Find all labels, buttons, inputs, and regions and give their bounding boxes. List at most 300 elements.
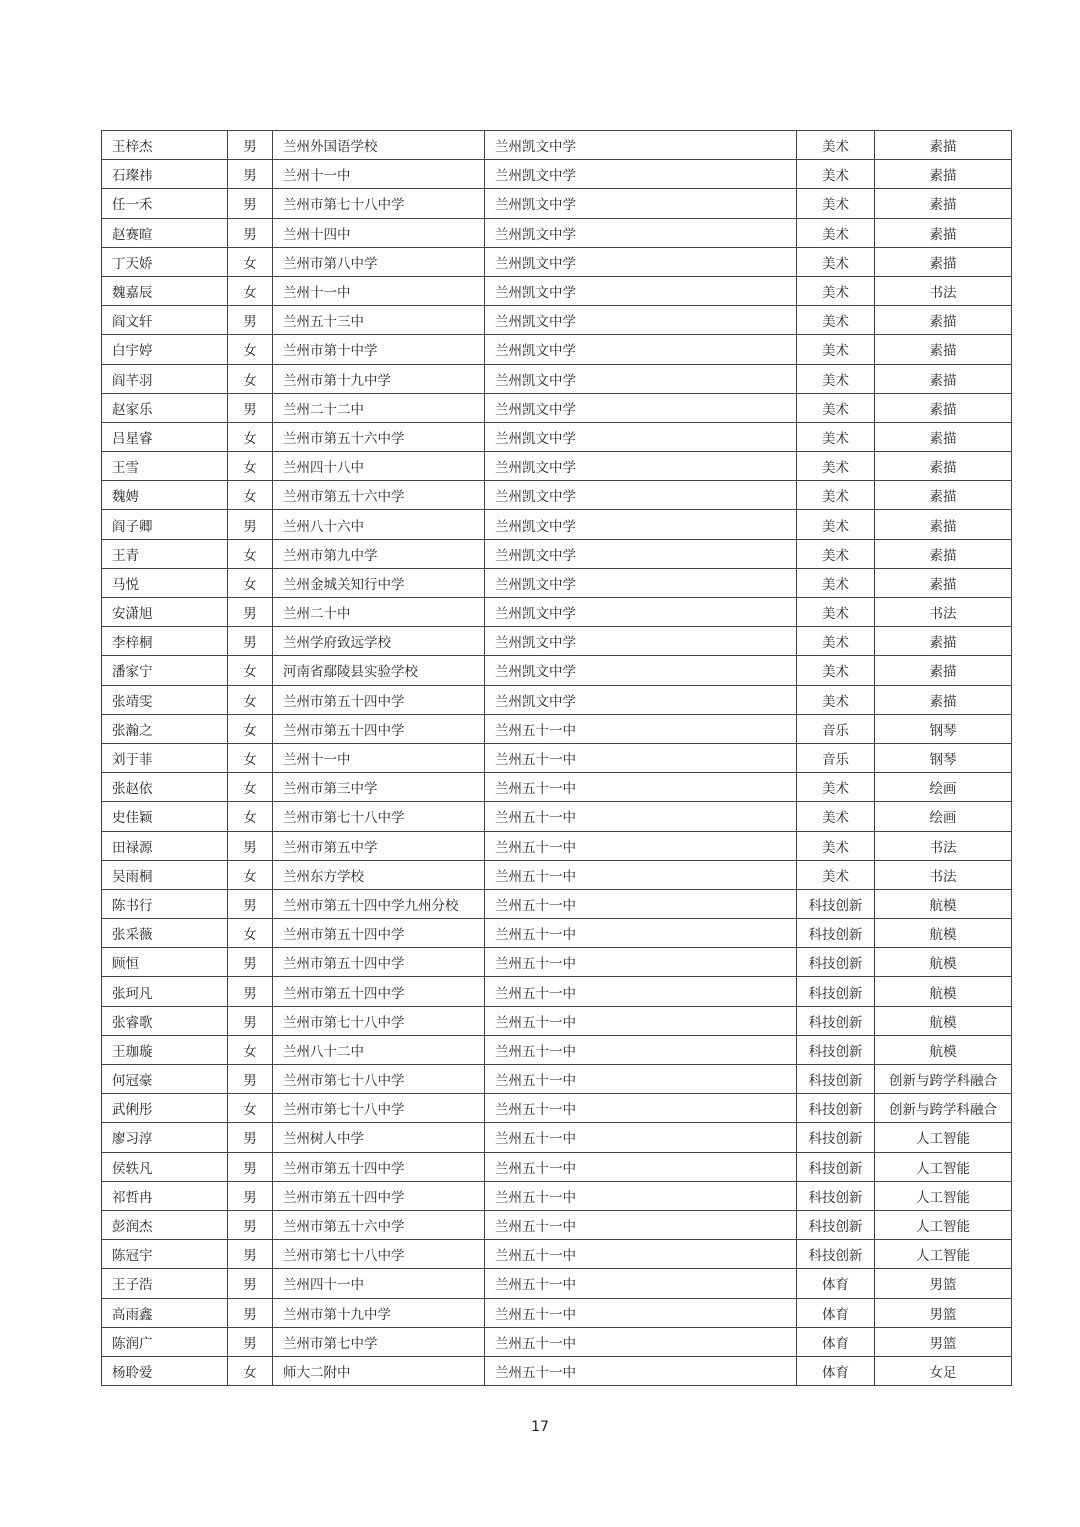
category-cell: 体育: [797, 1356, 875, 1385]
table-row: [102, 1065, 1012, 1094]
origin-school-cell: 兰州金城关知行中学: [273, 568, 485, 597]
student-name-cell: 石璨祎: [102, 160, 228, 189]
gender-cell: 男: [228, 831, 273, 860]
admitting-school-cell: 兰州五十一中: [485, 1181, 797, 1210]
origin-school-cell: 师大二附中: [273, 1356, 485, 1385]
origin-school-cell: 兰州市第七十八中学: [273, 1240, 485, 1269]
specialty-cell: 绘画: [875, 802, 1012, 831]
roster-body: [102, 131, 1012, 1386]
category-cell: 美术: [797, 510, 875, 539]
category-cell: 科技创新: [797, 977, 875, 1006]
student-name-cell: 赵赛暄: [102, 218, 228, 247]
specialty-cell: 素描: [875, 568, 1012, 597]
specialty-cell: 素描: [875, 452, 1012, 481]
table-row: [102, 364, 1012, 393]
gender-cell: 男: [228, 510, 273, 539]
origin-school-cell: 兰州八十六中: [273, 510, 485, 539]
admitting-school-cell: 兰州五十一中: [485, 1298, 797, 1327]
origin-school-cell: 兰州四十一中: [273, 1269, 485, 1298]
admitting-school-cell: 兰州凯文中学: [485, 656, 797, 685]
origin-school-cell: 兰州市第十中学: [273, 335, 485, 364]
category-cell: 科技创新: [797, 1210, 875, 1239]
gender-cell: 男: [228, 1006, 273, 1035]
table-row: [102, 481, 1012, 510]
origin-school-cell: 兰州市第九中学: [273, 539, 485, 568]
table-row: [102, 1298, 1012, 1327]
category-cell: 科技创新: [797, 1152, 875, 1181]
gender-cell: 男: [228, 1065, 273, 1094]
origin-school-cell: 兰州市第八中学: [273, 247, 485, 276]
admitting-school-cell: 兰州五十一中: [485, 889, 797, 918]
category-cell: 科技创新: [797, 1006, 875, 1035]
student-name-cell: 陈书行: [102, 889, 228, 918]
specialty-cell: 素描: [875, 247, 1012, 276]
origin-school-cell: 兰州市第七十八中学: [273, 1065, 485, 1094]
table-row: [102, 131, 1012, 160]
table-row: [102, 306, 1012, 335]
specialty-cell: 书法: [875, 831, 1012, 860]
specialty-cell: 素描: [875, 656, 1012, 685]
category-cell: 音乐: [797, 743, 875, 772]
category-cell: 美术: [797, 452, 875, 481]
table-row: [102, 276, 1012, 305]
gender-cell: 女: [228, 335, 273, 364]
category-cell: 美术: [797, 568, 875, 597]
origin-school-cell: 兰州四十八中: [273, 452, 485, 481]
category-cell: 美术: [797, 247, 875, 276]
specialty-cell: 素描: [875, 335, 1012, 364]
admitting-school-cell: 兰州五十一中: [485, 714, 797, 743]
category-cell: 美术: [797, 802, 875, 831]
admitting-school-cell: 兰州五十一中: [485, 1035, 797, 1064]
category-cell: 美术: [797, 335, 875, 364]
origin-school-cell: 兰州市第三中学: [273, 773, 485, 802]
admitting-school-cell: 兰州五十一中: [485, 919, 797, 948]
specialty-cell: 航模: [875, 948, 1012, 977]
admitting-school-cell: 兰州凯文中学: [485, 510, 797, 539]
gender-cell: 男: [228, 1181, 273, 1210]
specialty-cell: 钢琴: [875, 714, 1012, 743]
specialty-cell: 素描: [875, 510, 1012, 539]
specialty-cell: 书法: [875, 598, 1012, 627]
table-row: [102, 1181, 1012, 1210]
category-cell: 美术: [797, 189, 875, 218]
admitting-school-cell: 兰州五十一中: [485, 1356, 797, 1385]
admitting-school-cell: 兰州五十一中: [485, 1006, 797, 1035]
admitting-school-cell: 兰州凯文中学: [485, 539, 797, 568]
student-name-cell: 王珈璇: [102, 1035, 228, 1064]
student-name-cell: 廖习淳: [102, 1123, 228, 1152]
category-cell: 美术: [797, 131, 875, 160]
admitting-school-cell: 兰州凯文中学: [485, 276, 797, 305]
table-row: [102, 1035, 1012, 1064]
table-row: [102, 539, 1012, 568]
admitting-school-cell: 兰州凯文中学: [485, 306, 797, 335]
table-row: [102, 773, 1012, 802]
specialty-cell: 人工智能: [875, 1240, 1012, 1269]
specialty-cell: 绘画: [875, 773, 1012, 802]
table-row: [102, 889, 1012, 918]
specialty-cell: 素描: [875, 306, 1012, 335]
category-cell: 科技创新: [797, 919, 875, 948]
student-name-cell: 刘于菲: [102, 743, 228, 772]
specialty-cell: 人工智能: [875, 1210, 1012, 1239]
student-name-cell: 高雨鑫: [102, 1298, 228, 1327]
table-row: [102, 1152, 1012, 1181]
admitting-school-cell: 兰州凯文中学: [485, 131, 797, 160]
gender-cell: 男: [228, 306, 273, 335]
admitting-school-cell: 兰州凯文中学: [485, 422, 797, 451]
category-cell: 科技创新: [797, 1065, 875, 1094]
student-name-cell: 王雪: [102, 452, 228, 481]
student-name-cell: 王梓杰: [102, 131, 228, 160]
gender-cell: 女: [228, 568, 273, 597]
student-name-cell: 侯轶凡: [102, 1152, 228, 1181]
origin-school-cell: 兰州市第五十四中学: [273, 1181, 485, 1210]
gender-cell: 女: [228, 714, 273, 743]
admitting-school-cell: 兰州五十一中: [485, 773, 797, 802]
gender-cell: 女: [228, 452, 273, 481]
table-row: [102, 598, 1012, 627]
gender-cell: 女: [228, 743, 273, 772]
category-cell: 美术: [797, 685, 875, 714]
category-cell: 美术: [797, 773, 875, 802]
gender-cell: 男: [228, 218, 273, 247]
student-name-cell: 史佳颖: [102, 802, 228, 831]
origin-school-cell: 兰州外国语学校: [273, 131, 485, 160]
category-cell: 科技创新: [797, 1181, 875, 1210]
gender-cell: 女: [228, 481, 273, 510]
student-name-cell: 李梓桐: [102, 627, 228, 656]
table-row: [102, 656, 1012, 685]
origin-school-cell: 兰州二十二中: [273, 393, 485, 422]
gender-cell: 男: [228, 160, 273, 189]
student-name-cell: 白宇婷: [102, 335, 228, 364]
specialty-cell: 书法: [875, 860, 1012, 889]
student-name-cell: 祁哲冉: [102, 1181, 228, 1210]
specialty-cell: 素描: [875, 627, 1012, 656]
gender-cell: 女: [228, 1035, 273, 1064]
origin-school-cell: 兰州市第五十四中学: [273, 977, 485, 1006]
specialty-cell: 素描: [875, 685, 1012, 714]
admitting-school-cell: 兰州五十一中: [485, 802, 797, 831]
student-name-cell: 赵家乐: [102, 393, 228, 422]
origin-school-cell: 兰州东方学校: [273, 860, 485, 889]
table-row: [102, 714, 1012, 743]
admitting-school-cell: 兰州五十一中: [485, 1123, 797, 1152]
category-cell: 体育: [797, 1298, 875, 1327]
table-row: [102, 1240, 1012, 1269]
origin-school-cell: 兰州市第七十八中学: [273, 189, 485, 218]
student-name-cell: 丁天娇: [102, 247, 228, 276]
category-cell: 科技创新: [797, 1240, 875, 1269]
table-row: [102, 422, 1012, 451]
admitting-school-cell: 兰州五十一中: [485, 977, 797, 1006]
student-name-cell: 杨聆爱: [102, 1356, 228, 1385]
admitting-school-cell: 兰州五十一中: [485, 860, 797, 889]
admitting-school-cell: 兰州凯文中学: [485, 627, 797, 656]
category-cell: 美术: [797, 160, 875, 189]
specialty-cell: 素描: [875, 189, 1012, 218]
table-row: [102, 860, 1012, 889]
specialty-cell: 航模: [875, 1006, 1012, 1035]
category-cell: 音乐: [797, 714, 875, 743]
origin-school-cell: 兰州市第五十四中学: [273, 1152, 485, 1181]
origin-school-cell: 兰州市第七十八中学: [273, 802, 485, 831]
category-cell: 美术: [797, 364, 875, 393]
specialty-cell: 航模: [875, 977, 1012, 1006]
origin-school-cell: 兰州十一中: [273, 743, 485, 772]
gender-cell: 女: [228, 860, 273, 889]
origin-school-cell: 兰州市第五十四中学: [273, 685, 485, 714]
category-cell: 美术: [797, 598, 875, 627]
student-name-cell: 陈冠宇: [102, 1240, 228, 1269]
admitting-school-cell: 兰州五十一中: [485, 1327, 797, 1356]
category-cell: 美术: [797, 539, 875, 568]
gender-cell: 男: [228, 948, 273, 977]
specialty-cell: 创新与跨学科融合: [875, 1094, 1012, 1123]
specialty-cell: 人工智能: [875, 1152, 1012, 1181]
student-name-cell: 任一禾: [102, 189, 228, 218]
gender-cell: 女: [228, 422, 273, 451]
student-name-cell: 顾恒: [102, 948, 228, 977]
student-name-cell: 阎文轩: [102, 306, 228, 335]
student-name-cell: 马悦: [102, 568, 228, 597]
category-cell: 科技创新: [797, 889, 875, 918]
specialty-cell: 航模: [875, 1035, 1012, 1064]
specialty-cell: 创新与跨学科融合: [875, 1065, 1012, 1094]
student-name-cell: 张靖雯: [102, 685, 228, 714]
specialty-cell: 男篮: [875, 1269, 1012, 1298]
gender-cell: 女: [228, 276, 273, 305]
admitting-school-cell: 兰州凯文中学: [485, 481, 797, 510]
gender-cell: 男: [228, 598, 273, 627]
table-row: [102, 1356, 1012, 1385]
origin-school-cell: 兰州市第七十八中学: [273, 1094, 485, 1123]
student-name-cell: 彭润杰: [102, 1210, 228, 1239]
origin-school-cell: 兰州市第五十四中学九州分校: [273, 889, 485, 918]
category-cell: 科技创新: [797, 1035, 875, 1064]
origin-school-cell: 兰州五十三中: [273, 306, 485, 335]
table-row: [102, 743, 1012, 772]
specialty-cell: 素描: [875, 131, 1012, 160]
table-row: [102, 1269, 1012, 1298]
category-cell: 美术: [797, 393, 875, 422]
category-cell: 美术: [797, 306, 875, 335]
specialty-cell: 人工智能: [875, 1181, 1012, 1210]
student-name-cell: 阎芊羽: [102, 364, 228, 393]
origin-school-cell: 河南省鄢陵县实验学校: [273, 656, 485, 685]
admitting-school-cell: 兰州凯文中学: [485, 335, 797, 364]
admitting-school-cell: 兰州五十一中: [485, 948, 797, 977]
specialty-cell: 书法: [875, 276, 1012, 305]
table-row: [102, 218, 1012, 247]
student-name-cell: 安潇旭: [102, 598, 228, 627]
table-row: [102, 160, 1012, 189]
table-row: [102, 452, 1012, 481]
specialty-cell: 素描: [875, 393, 1012, 422]
admitting-school-cell: 兰州凯文中学: [485, 393, 797, 422]
origin-school-cell: 兰州十一中: [273, 276, 485, 305]
category-cell: 美术: [797, 422, 875, 451]
table-row: [102, 189, 1012, 218]
student-name-cell: 张赵依: [102, 773, 228, 802]
student-name-cell: 张珂凡: [102, 977, 228, 1006]
admitting-school-cell: 兰州凯文中学: [485, 247, 797, 276]
admitting-school-cell: 兰州凯文中学: [485, 452, 797, 481]
category-cell: 体育: [797, 1327, 875, 1356]
specialty-cell: 素描: [875, 218, 1012, 247]
specialty-cell: 人工智能: [875, 1123, 1012, 1152]
table-row: [102, 831, 1012, 860]
specialty-cell: 航模: [875, 889, 1012, 918]
table-row: [102, 919, 1012, 948]
gender-cell: 男: [228, 1152, 273, 1181]
admitting-school-cell: 兰州凯文中学: [485, 160, 797, 189]
origin-school-cell: 兰州树人中学: [273, 1123, 485, 1152]
origin-school-cell: 兰州学府致远学校: [273, 627, 485, 656]
gender-cell: 男: [228, 1298, 273, 1327]
gender-cell: 女: [228, 773, 273, 802]
table-row: [102, 247, 1012, 276]
student-name-cell: 张瀚之: [102, 714, 228, 743]
table-row: [102, 1094, 1012, 1123]
specialty-cell: 女足: [875, 1356, 1012, 1385]
student-name-cell: 张睿歌: [102, 1006, 228, 1035]
gender-cell: 女: [228, 685, 273, 714]
student-name-cell: 魏娉: [102, 481, 228, 510]
gender-cell: 男: [228, 393, 273, 422]
admitting-school-cell: 兰州五十一中: [485, 743, 797, 772]
table-row: [102, 948, 1012, 977]
origin-school-cell: 兰州市第五中学: [273, 831, 485, 860]
category-cell: 科技创新: [797, 1094, 875, 1123]
admitting-school-cell: 兰州五十一中: [485, 1210, 797, 1239]
table-row: [102, 568, 1012, 597]
admitting-school-cell: 兰州五十一中: [485, 831, 797, 860]
student-name-cell: 王青: [102, 539, 228, 568]
category-cell: 美术: [797, 831, 875, 860]
category-cell: 美术: [797, 860, 875, 889]
specialty-cell: 男篮: [875, 1298, 1012, 1327]
category-cell: 美术: [797, 627, 875, 656]
student-name-cell: 潘家宁: [102, 656, 228, 685]
student-name-cell: 张采薇: [102, 919, 228, 948]
specialty-cell: 素描: [875, 160, 1012, 189]
specialty-cell: 航模: [875, 919, 1012, 948]
origin-school-cell: 兰州八十二中: [273, 1035, 485, 1064]
admitting-school-cell: 兰州五十一中: [485, 1269, 797, 1298]
specialty-cell: 素描: [875, 364, 1012, 393]
specialty-cell: 素描: [875, 539, 1012, 568]
specialty-cell: 钢琴: [875, 743, 1012, 772]
specialty-cell: 素描: [875, 422, 1012, 451]
gender-cell: 女: [228, 656, 273, 685]
roster-table: [101, 130, 1012, 1386]
admitting-school-cell: 兰州凯文中学: [485, 598, 797, 627]
origin-school-cell: 兰州十四中: [273, 218, 485, 247]
gender-cell: 女: [228, 364, 273, 393]
gender-cell: 男: [228, 889, 273, 918]
admitting-school-cell: 兰州五十一中: [485, 1065, 797, 1094]
gender-cell: 男: [228, 1327, 273, 1356]
origin-school-cell: 兰州市第五十四中学: [273, 919, 485, 948]
student-name-cell: 田禄源: [102, 831, 228, 860]
table-row: [102, 627, 1012, 656]
student-name-cell: 魏嘉辰: [102, 276, 228, 305]
table-row: [102, 1006, 1012, 1035]
admitting-school-cell: 兰州凯文中学: [485, 364, 797, 393]
page-number: 17: [531, 1419, 549, 1435]
admitting-school-cell: 兰州凯文中学: [485, 189, 797, 218]
category-cell: 美术: [797, 218, 875, 247]
category-cell: 美术: [797, 656, 875, 685]
student-name-cell: 王子浩: [102, 1269, 228, 1298]
category-cell: 体育: [797, 1269, 875, 1298]
gender-cell: 女: [228, 802, 273, 831]
table-row: [102, 802, 1012, 831]
gender-cell: 女: [228, 919, 273, 948]
category-cell: 美术: [797, 481, 875, 510]
origin-school-cell: 兰州市第十九中学: [273, 1298, 485, 1327]
origin-school-cell: 兰州市第五十六中学: [273, 481, 485, 510]
gender-cell: 女: [228, 539, 273, 568]
student-name-cell: 吕星睿: [102, 422, 228, 451]
gender-cell: 女: [228, 1094, 273, 1123]
category-cell: 美术: [797, 276, 875, 305]
origin-school-cell: 兰州十一中: [273, 160, 485, 189]
gender-cell: 女: [228, 1356, 273, 1385]
specialty-cell: 男篮: [875, 1327, 1012, 1356]
table-row: [102, 393, 1012, 422]
student-name-cell: 阎子卿: [102, 510, 228, 539]
student-name-cell: 陈润广: [102, 1327, 228, 1356]
origin-school-cell: 兰州市第七中学: [273, 1327, 485, 1356]
origin-school-cell: 兰州市第七十八中学: [273, 1006, 485, 1035]
gender-cell: 男: [228, 1269, 273, 1298]
table-row: [102, 685, 1012, 714]
gender-cell: 男: [228, 131, 273, 160]
gender-cell: 男: [228, 1123, 273, 1152]
admitting-school-cell: 兰州凯文中学: [485, 685, 797, 714]
specialty-cell: 素描: [875, 481, 1012, 510]
gender-cell: 男: [228, 1210, 273, 1239]
table-row: [102, 510, 1012, 539]
origin-school-cell: 兰州市第五十六中学: [273, 422, 485, 451]
table-row: [102, 1210, 1012, 1239]
admitting-school-cell: 兰州凯文中学: [485, 568, 797, 597]
student-name-cell: 武俐彤: [102, 1094, 228, 1123]
admitting-school-cell: 兰州五十一中: [485, 1094, 797, 1123]
gender-cell: 男: [228, 189, 273, 218]
origin-school-cell: 兰州市第五十六中学: [273, 1210, 485, 1239]
origin-school-cell: 兰州二十中: [273, 598, 485, 627]
gender-cell: 男: [228, 1240, 273, 1269]
admitting-school-cell: 兰州五十一中: [485, 1240, 797, 1269]
origin-school-cell: 兰州市第五十四中学: [273, 714, 485, 743]
admitting-school-cell: 兰州五十一中: [485, 1152, 797, 1181]
admitting-school-cell: 兰州凯文中学: [485, 218, 797, 247]
table-row: [102, 1123, 1012, 1152]
category-cell: 科技创新: [797, 948, 875, 977]
origin-school-cell: 兰州市第五十四中学: [273, 948, 485, 977]
table-row: [102, 335, 1012, 364]
category-cell: 科技创新: [797, 1123, 875, 1152]
gender-cell: 男: [228, 627, 273, 656]
origin-school-cell: 兰州市第十九中学: [273, 364, 485, 393]
student-name-cell: 吴雨桐: [102, 860, 228, 889]
table-row: [102, 977, 1012, 1006]
